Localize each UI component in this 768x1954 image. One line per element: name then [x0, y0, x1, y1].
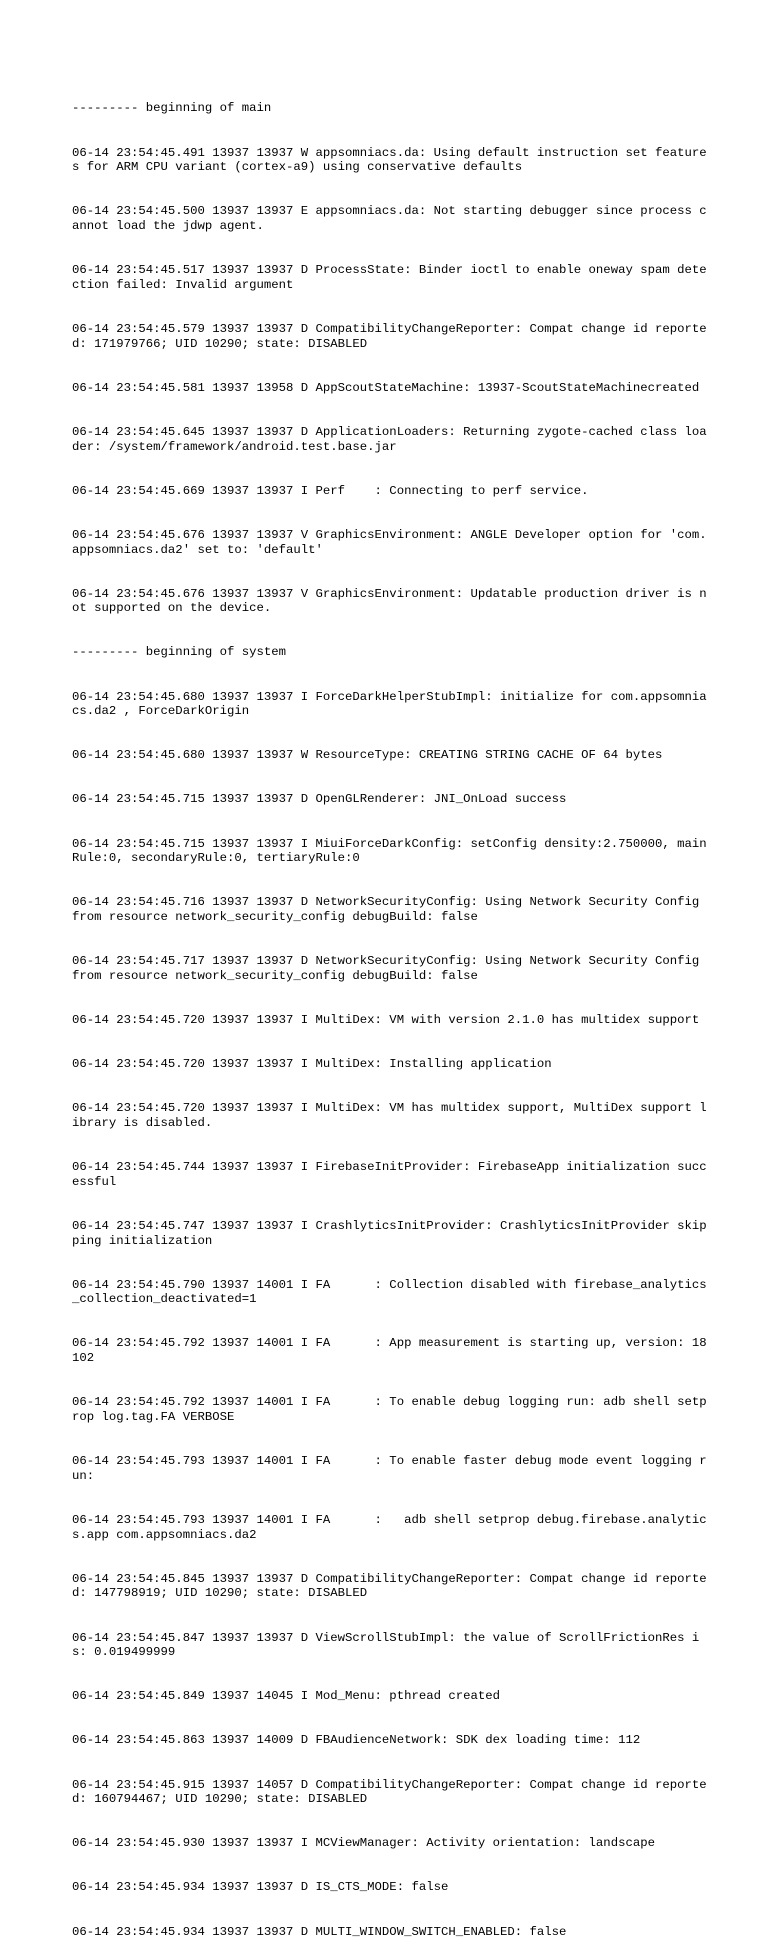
log-line: 06-14 23:54:45.680 13937 13937 I ForceDarkHelperStubImpl: initialize for com.appsomniacs.da2 , ForceDarkOrigin — [72, 689, 707, 719]
log-line: 06-14 23:54:45.849 13937 14045 I Mod_Menu: pthread created — [72, 1689, 501, 1704]
log-line: 06-14 23:54:45.491 13937 13937 W appsomniacs.da: Using default instruction set features for ARM CPU variant (cortex-a9) using conservative defaults — [72, 145, 707, 175]
log-line: 06-14 23:54:45.676 13937 13937 V GraphicsEnvironment: ANGLE Developer option for 'com.appsomniacs.da2' set to: 'default' — [72, 527, 707, 557]
log-line: 06-14 23:54:45.915 13937 14057 D CompatibilityChangeReporter: Compat change id reported: 160794467; UID 10290; state: DISABLED — [72, 1777, 707, 1807]
log-line: 06-14 23:54:45.720 13937 13937 I MultiDex: VM with version 2.1.0 has multidex support — [72, 1013, 700, 1027]
log-line: 06-14 23:54:45.500 13937 13937 E appsomniacs.da: Not starting debugger since process cannot load the jdwp agent. — [72, 204, 707, 234]
log-line: 06-14 23:54:45.581 13937 13958 D AppScoutStateMachine: 13937-ScoutStateMachinecreated — [72, 380, 700, 395]
log-line: 06-14 23:54:45.645 13937 13937 D ApplicationLoaders: Returning zygote-cached class loader: /system/framework/android.test.base.jar — [72, 424, 707, 454]
log-line: 06-14 23:54:45.715 13937 13937 I MiuiForceDarkConfig: setConfig density:2.750000, mainRule:0, secondaryRule:0, tertiaryRule:0 — [72, 836, 707, 866]
log-line: 06-14 23:54:45.792 13937 14001 I FA : To enable debug logging run: adb shell setprop log.tag.FA VERBOSE — [72, 1395, 707, 1424]
log-line: 06-14 23:54:45.716 13937 13937 D NetworkSecurityConfig: Using Network Security Config from resource network_security_config debugBuild: false — [72, 895, 707, 925]
log-line: 06-14 23:54:45.717 13937 13937 D NetworkSecurityConfig: Using Network Security Config from resource network_security_config debugBuild: false — [72, 954, 707, 983]
log-line: 06-14 23:54:45.863 13937 14009 D FBAudienceNetwork: SDK dex loading time: 112 — [72, 1733, 641, 1748]
log-line: --------- beginning of system — [72, 645, 287, 660]
log-line: 06-14 23:54:45.790 13937 14001 I FA : Collection disabled with firebase_analytics_collection_deactivated=1 — [72, 1277, 707, 1307]
log-line: --------- beginning of main — [72, 101, 272, 116]
log-line: 06-14 23:54:45.930 13937 13937 I MCViewManager: Activity orientation: landscape — [72, 1836, 655, 1851]
log-line: 06-14 23:54:45.793 13937 14001 I FA : adb shell setprop debug.firebase.analytics.app com.appsomniacs.da2 — [72, 1512, 707, 1542]
log-line: 06-14 23:54:45.847 13937 13937 D ViewScrollStubImpl: the value of ScrollFrictionRes is: 0.019499999 — [72, 1630, 700, 1660]
log-line: 06-14 23:54:45.934 13937 13937 D MULTI_WINDOW_SWITCH_ENABLED: false — [72, 1924, 567, 1939]
log-line: 06-14 23:54:45.793 13937 14001 I FA : To enable faster debug mode event logging run: — [72, 1454, 707, 1483]
log-line: 06-14 23:54:45.720 13937 13937 I MultiDex: Installing application — [72, 1057, 552, 1072]
log-line: 06-14 23:54:45.934 13937 13937 D IS_CTS_MODE: false — [72, 1880, 449, 1895]
log-line: 06-14 23:54:45.676 13937 13937 V GraphicsEnvironment: Updatable production driver is not supported on the device. — [72, 586, 707, 616]
log-line: 06-14 23:54:45.579 13937 13937 D CompatibilityChangeReporter: Compat change id reported: 171979766; UID 10290; state: DISABLED — [72, 321, 707, 351]
log-line: 06-14 23:54:45.517 13937 13937 D ProcessState: Binder ioctl to enable oneway spam detection failed: Invalid argument — [72, 263, 707, 292]
log-document — [72, 72, 712, 1954]
log-line: 06-14 23:54:45.845 13937 13937 D CompatibilityChangeReporter: Compat change id reported: 147798919; UID 10290; state: DISABLED — [72, 1571, 707, 1601]
log-line: 06-14 23:54:45.792 13937 14001 I FA : App measurement is starting up, version: 18102 — [72, 1336, 707, 1366]
log-line: 06-14 23:54:45.669 13937 13937 I Perf : Connecting to perf service. — [72, 483, 589, 498]
log-line: 06-14 23:54:45.680 13937 13937 W ResourceType: CREATING STRING CACHE OF 64 bytes — [72, 748, 663, 763]
log-line: 06-14 23:54:45.747 13937 13937 I CrashlyticsInitProvider: CrashlyticsInitProvider skipping initialization — [72, 1218, 707, 1248]
log-line: 06-14 23:54:45.744 13937 13937 I FirebaseInitProvider: FirebaseApp initialization successful — [72, 1160, 707, 1189]
log-line: 06-14 23:54:45.715 13937 13937 D OpenGLRenderer: JNI_OnLoad success — [72, 792, 567, 807]
log-line: 06-14 23:54:45.720 13937 13937 I MultiDex: VM has multidex support, MultiDex support library is disabled. — [72, 1101, 707, 1130]
